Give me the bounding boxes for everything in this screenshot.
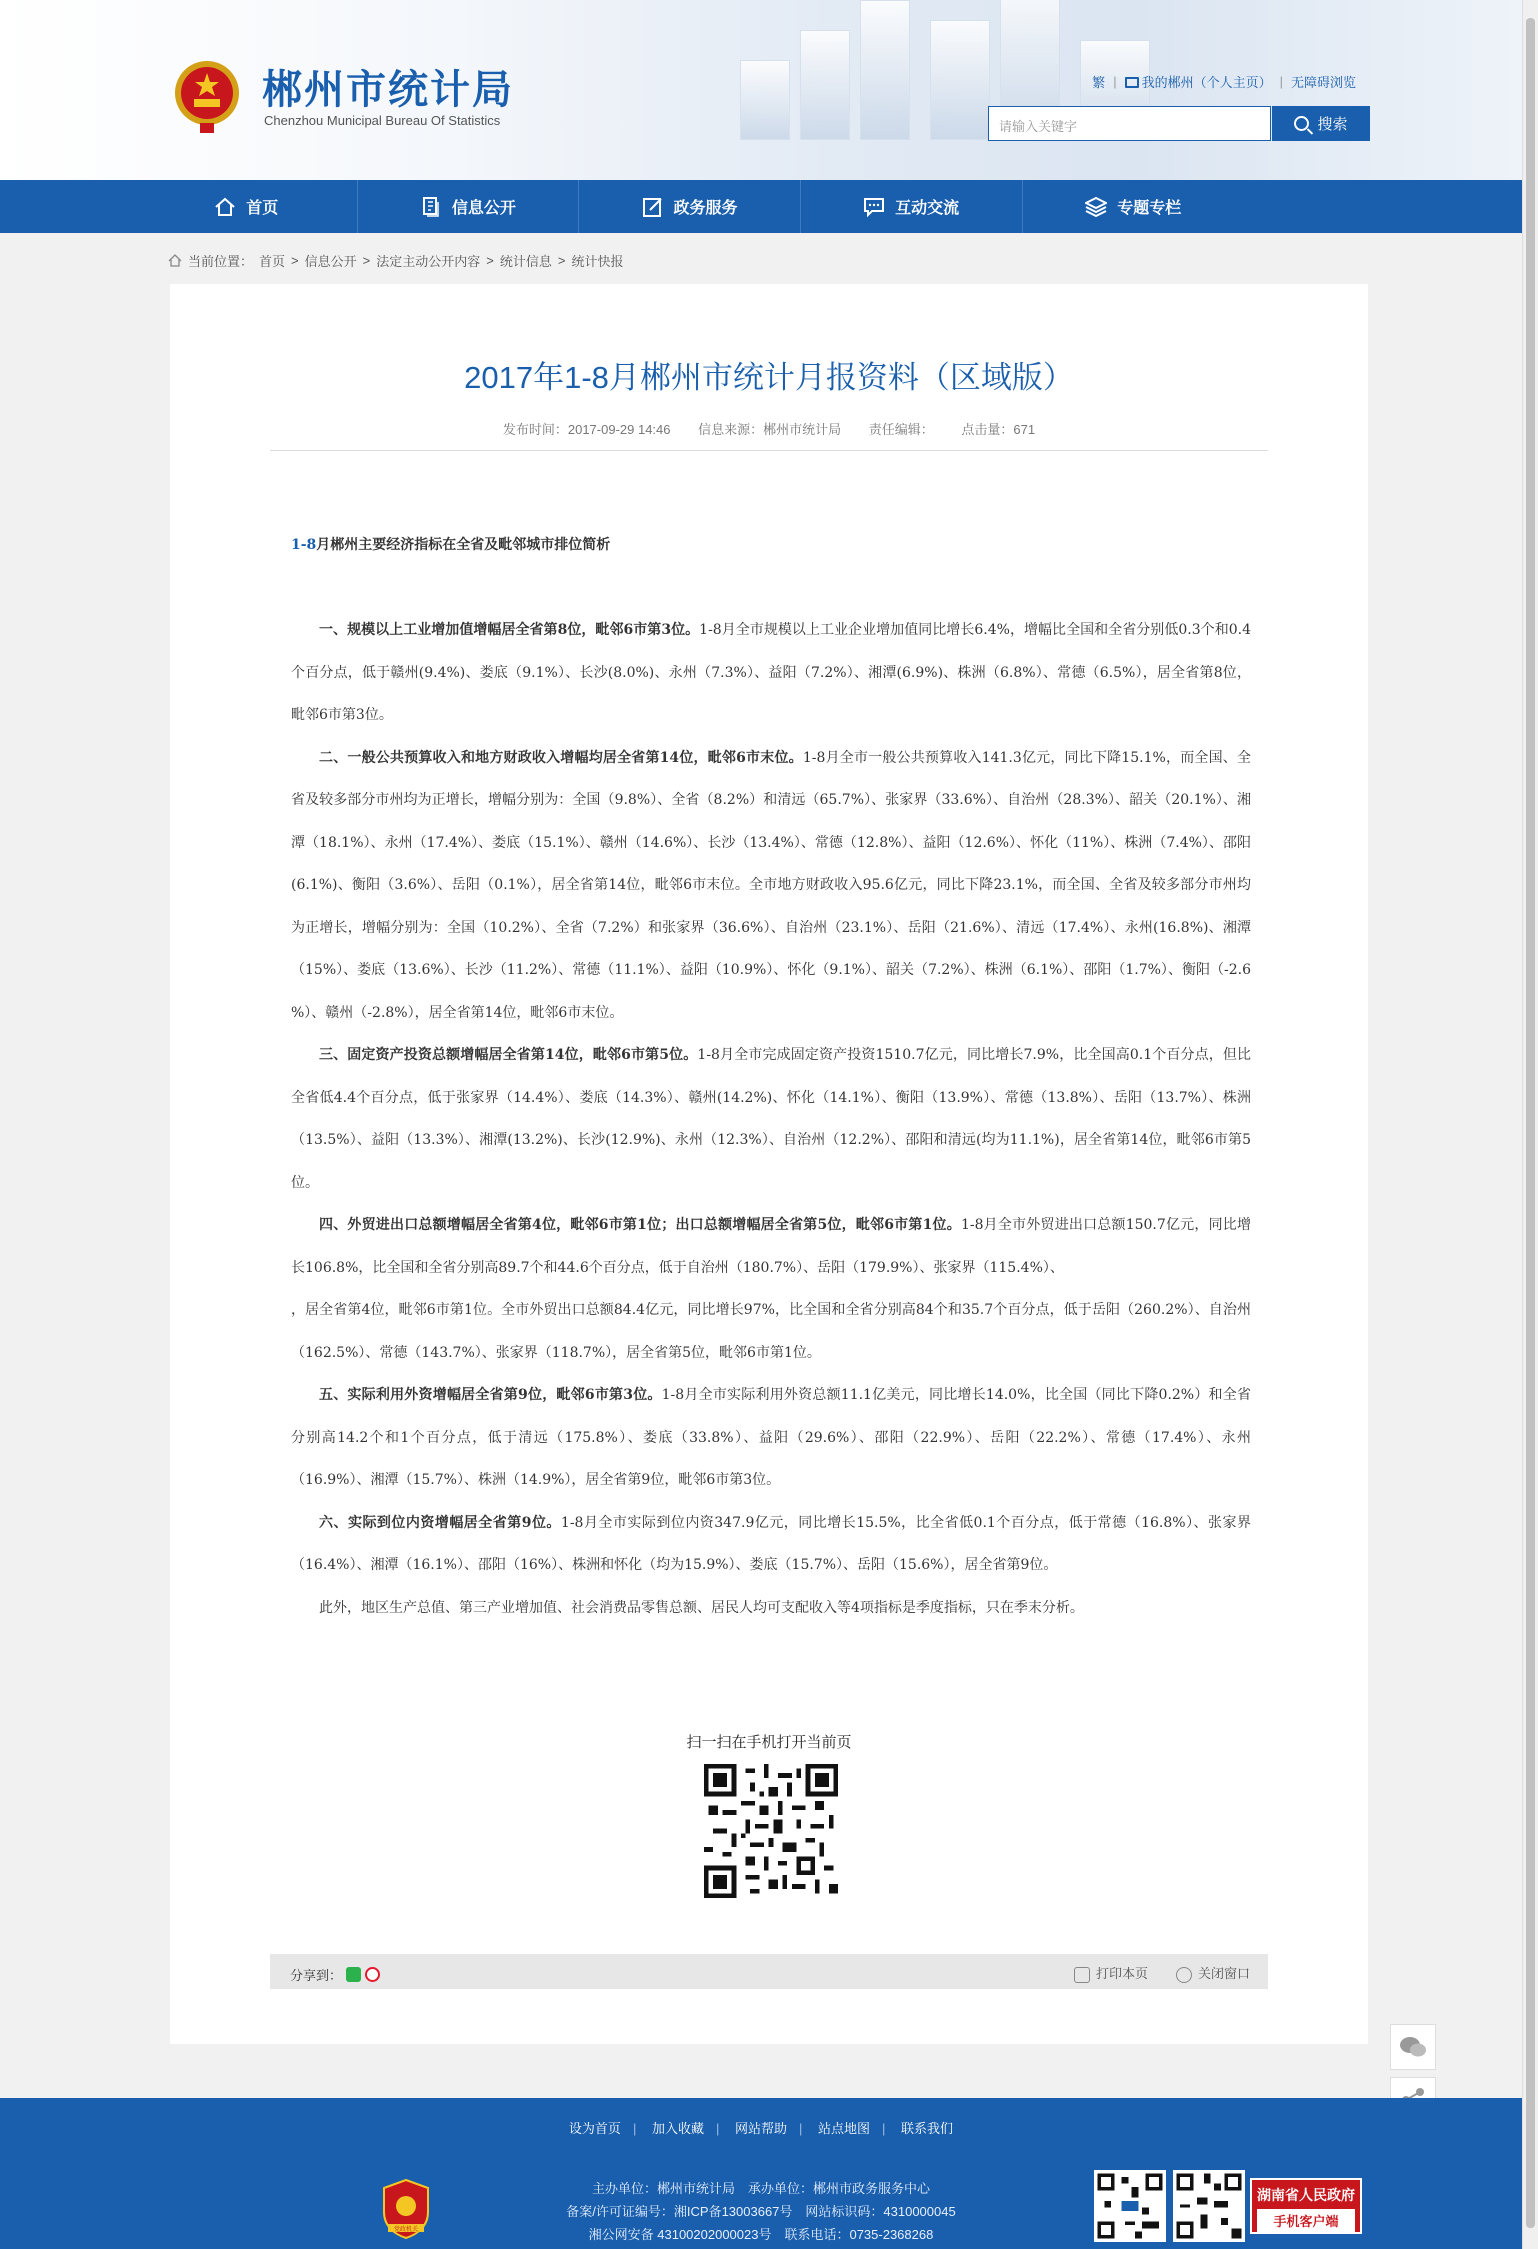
accessibility-link[interactable]: 无障碍浏览 (1290, 75, 1356, 90)
footer-host-info: 主办单位：郴州市统计局 承办单位：郴州市政务服务中心 (591, 2181, 930, 2196)
top-links: 繁 | 我的郴州（个人主页） | 无障碍浏览 (1092, 74, 1356, 90)
paragraph: 四、外贸进出口总额增幅居全省第4位，毗邻6市第1位；出口总额增幅居全省第5位，毗邻6市第1位。1-8月全市外贸进出口总额150.7亿元，同比增长106.8%，比全国和全省分别高89.7个和44.6个百分点，低于自治州（180.7%）、岳阳（179.9%）、张家界（115.4%）、 (291, 1217, 1251, 1276)
search-input[interactable]: 请输入关键字 (988, 106, 1271, 141)
divider (270, 450, 1268, 451)
article-body (291, 524, 1251, 1629)
printer-icon (1074, 1967, 1090, 1983)
footer-qr-code-2 (1173, 2170, 1245, 2242)
site-header (0, 0, 1522, 180)
main-nav (0, 180, 1522, 233)
breadcrumb-stats-info[interactable]: 统计信息 (499, 254, 552, 269)
footer-link-help[interactable]: 网站帮助 (734, 2121, 787, 2136)
traditional-chinese-link[interactable]: 繁 (1092, 75, 1106, 90)
footer-qr-code-1 (1094, 2170, 1166, 2242)
paragraph: 一、规模以上工业增加值增幅居全省第8位，毗邻6市第3位。1-8月全市规模以上工业企业增加值同比增长6.4%，增幅比全国和全省分别低0.3个和0.4个百分点，低于赣州(9.4%)、娄底（9.1%）、长沙(8.0%)、永州（7.3%）、益阳（7.2%）、湘潭(6.9%)、株洲（6.8%）、常德（6.5%），居全省第8位，毗邻6市第3位。 (291, 622, 1251, 723)
wechat-icon (1399, 2035, 1427, 2059)
footer-police-info[interactable]: 湘公网安备 43100202000023号 联系电话：0735-2368268 (588, 2227, 934, 2242)
footer-link-sitemap[interactable]: 站点地图 (818, 2121, 871, 2136)
nav-item-interaction[interactable]: 互动交流 (801, 180, 1023, 233)
paragraph: 五、实际利用外资增幅居全省第9位，毗邻6市第3位。1-8月全市实际利用外资总额11.1亿美元，同比增长14.0%，比全国（同比下降0.2%）和全省分别高14.2个和1个百分点，低于清远（175.8%）、娄底（33.8%）、益阳（29.6%）、邵阳（22.9%）、岳阳（22.2%）、常德（17.4%）、永州（16.9%）、湘潭（15.7%）、株洲（14.9%），居全省第9位，毗邻6市第3位。 (291, 1387, 1251, 1488)
footer-link-sethome[interactable]: 设为首页 (568, 2121, 621, 2136)
article-container (170, 284, 1368, 2044)
site-footer (0, 2098, 1522, 2249)
breadcrumb-stats-bulletin[interactable]: 统计快报 (571, 254, 624, 269)
qr-code (704, 1764, 838, 1898)
edit-icon (642, 196, 664, 218)
wechat-share-icon[interactable] (346, 1967, 361, 1982)
home-icon (168, 254, 182, 267)
paragraph: ，居全省第4位，毗邻6市第1位。全市外贸出口总额84.4亿元，同比增长97%，比全国和全省分别高84个和35.7个百分点，低于岳阳（260.2%）、自治州（162.5%）、常德（143.7%）、张家界（118.7%），居全省第5位，毗邻6市第1位。 (291, 1302, 1251, 1361)
footer-link-favorite[interactable]: 加入收藏 (651, 2121, 704, 2136)
personal-home-link[interactable]: 我的郴州（个人主页） (1125, 72, 1272, 91)
view-count: 点击量：671 (961, 422, 1036, 437)
article-heading: 1-8月郴州主要经济指标在全省及毗邻城市排位简析 (291, 537, 611, 553)
nav-item-info-public[interactable]: 信息公开 (358, 180, 580, 233)
footer-links: 设为首页 | 加入收藏 | 网站帮助 | 站点地图 | 联系我们 (568, 2121, 954, 2136)
paragraph: 二、一般公共预算收入和地方财政收入增幅均居全省第14位，毗邻6市末位。1-8月全市一般公共预算收入141.3亿元，同比下降15.1%，而全国、全省及较多部分市州均为正增长，增幅分别为：全国（9.8%）、全省（8.2%）和清远（65.7%）、张家界（33.6%）、自治州（28.3%）、韶关（20.1%）、湘潭（18.1%）、永州（17.4%）、娄底（15.1%）、赣州（14.6%）、长沙（13.4%）、常德（12.8%）、益阳（12.6%）、怀化（11%）、株洲（7.4%）、邵阳(6.1%)、衡阳（3.6%）、岳阳（0.1%），居全省第14位，毗邻6市末位。全市地方财政收入95.6亿元，同比下降23.1%，而全国、全省及较多部分市州均为正增长，增幅分别为：全国（10.2%）、全省（7.2%）和张家界（36.6%）、自治州（23.1%）、岳阳（21.6%）、清远（17.4%）、永州(16.8%)、湘潭（15%）、娄底（13.6%）、长沙（11.2%）、常德（11.1%）、益阳（10.9%）、怀化（9.1%）、韶关（7.2%）、株洲（6.1%）、邵阳（1.7%）、衡阳（-2.6 %）、赣州（-2.8%），居全省第14位，毗邻6市末位。 (291, 749, 1251, 1021)
close-window-button[interactable]: 关闭窗口 (1176, 1963, 1250, 1983)
page-scrollbar[interactable] (1522, 0, 1538, 2249)
scan-hint: 扫一扫在手机打开当前页 (686, 1734, 852, 1751)
breadcrumb-legal-content[interactable]: 法定主动公开内容 (376, 254, 481, 269)
document-icon (420, 196, 442, 218)
site-title[interactable]: 郴州市统计局 (262, 67, 514, 113)
weibo-share-icon[interactable] (365, 1967, 380, 1982)
layers-icon (1085, 196, 1107, 218)
national-emblem-icon (172, 55, 242, 135)
nav-item-home[interactable]: 首页 (136, 180, 358, 233)
breadcrumb-home[interactable]: 首页 (259, 254, 286, 269)
search-icon (1294, 116, 1309, 131)
svg-text:党政机关: 党政机关 (393, 2226, 419, 2233)
share-toolbar: 分享到： 打印本页 关闭窗口 (270, 1954, 1268, 1989)
paragraph: 此外，地区生产总值、第三产业增加值、社会消费品零售总额、居民人均可支配收入等4项指标是季度指标，只在季末分析。 (319, 1599, 1084, 1616)
home-icon (214, 196, 236, 218)
scrollbar-thumb[interactable] (1526, 18, 1535, 2228)
info-source: 信息来源：郴州市统计局 (698, 422, 842, 437)
nav-item-gov-service[interactable]: 政务服务 (579, 180, 801, 233)
editor: 责任编辑： (868, 422, 934, 437)
footer-link-contact[interactable]: 联系我们 (901, 2121, 954, 2136)
nav-item-special[interactable]: 专题专栏 (1023, 180, 1245, 233)
close-icon (1176, 1967, 1192, 1983)
paragraph: 六、实际到位内资增幅居全省第9位。1-8月全市实际到位内资347.9亿元，同比增长15.5%，比全省低0.1个百分点，低于常德（16.8%）、张家界（16.4%）、湘潭（16.1%）、邵阳（16%）、株洲和怀化（均为15.9%）、娄底（15.7%）、岳阳（15.6%），居全省第9位。 (291, 1514, 1251, 1573)
breadcrumb-info-public[interactable]: 信息公开 (304, 254, 357, 269)
print-button[interactable]: 打印本页 (1074, 1963, 1148, 1983)
publish-time: 发布时间：2017-09-29 14:46 (502, 422, 671, 437)
article-title: 2017年1-8月郴州市统计月报资料（区域版） (464, 360, 1074, 395)
paragraph: 三、固定资产投资总额增幅居全省第14位，毗邻6市第5位。1-8月全市完成固定资产投资1510.7亿元，同比增长7.9%，比全国高0.1个百分点，但比全省低4.4个百分点，低于张家界（14.4%）、娄底（14.3%）、赣州(14.2%)、怀化（14.1%）、衡阳（13.9%）、常德（13.8%）、岳阳（13.7%）、株洲（13.5%）、益阳（13.3%）、湘潭(13.2%)、长沙(12.9%)、永州（12.3%）、自治州（12.2%）、邵阳和清远(均为11.1%)，居全省第14位，毗邻6市第5位。 (291, 1047, 1251, 1191)
wechat-float-button[interactable] (1390, 2024, 1436, 2070)
chat-icon (863, 196, 885, 218)
article-meta (170, 419, 1368, 438)
monitor-icon (1125, 77, 1139, 88)
site-subtitle: Chenzhou Municipal Bureau Of Statistics (264, 113, 501, 128)
footer-icp-info[interactable]: 备案/许可证编号：湘ICP备13003667号 网站标识码：4310000045 (566, 2204, 956, 2219)
breadcrumb: 当前位置： 首页 > 信息公开 > 法定主动公开内容 > 统计信息 > 统计快报 (168, 251, 623, 270)
hunan-gov-app-link[interactable]: 湖南省人民政府 手机客户端 (1250, 2178, 1362, 2234)
search-button[interactable]: 搜索 (1272, 106, 1370, 141)
